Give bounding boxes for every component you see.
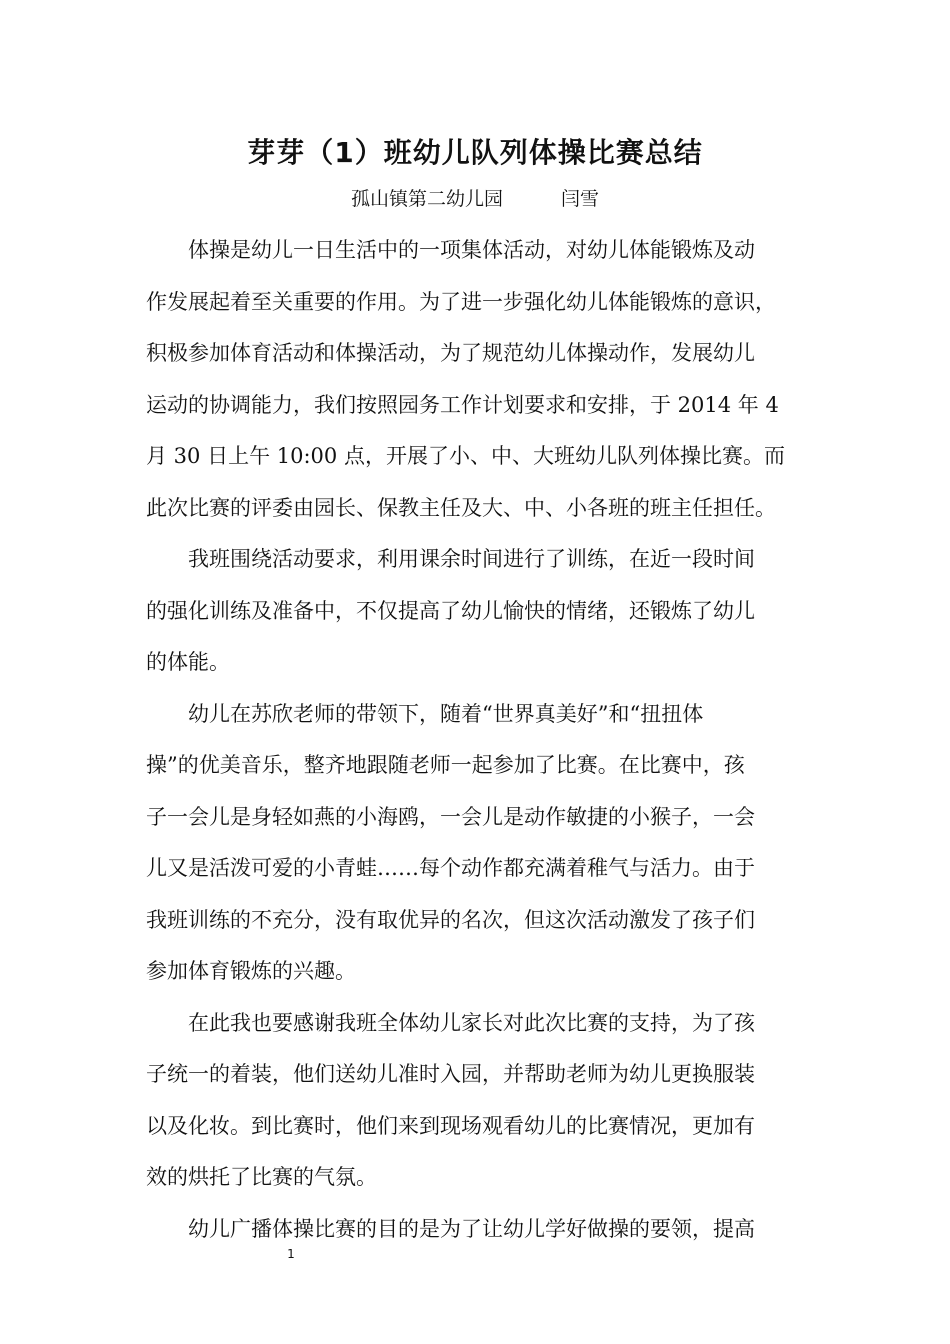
text-line: 我班围绕活动要求，利用课余时间进行了训练，在近一段时间 [188, 547, 755, 571]
author-organization: 孤山镇第二幼儿园 [350, 188, 503, 210]
text-line: 幼儿广播体操比赛的目的是为了让幼儿学好做操的要领，提高 [188, 1216, 755, 1241]
text-line: 在此我也要感谢我班全体幼儿家长对此次比赛的支持，为了孩 [188, 1010, 755, 1035]
text-line: 子统一的着装，他们送幼儿准时入园，并帮助老师为幼儿更换服装 [146, 1062, 755, 1086]
text-line: 月 30 日上午 10:00 点，开展了小、中、大班幼儿队列体操比赛。而 [146, 444, 785, 468]
page-number: 1 [287, 1247, 295, 1261]
document-body [146, 232, 826, 1262]
text-line: 运动的协调能力，我们按照园务工作计划要求和安排，于 2014 年 4 [146, 392, 779, 417]
text-line: 以及化妆。到比赛时，他们来到现场观看幼儿的比赛情况，更加有 [146, 1113, 755, 1138]
text-line: 效的烘托了比赛的气氛。 [146, 1165, 377, 1189]
text-line: 的强化训练及准备中，不仅提高了幼儿愉快的情绪，还锻炼了幼儿 [146, 598, 755, 623]
author-name: 闫雪 [561, 188, 600, 210]
text-line: 子一会儿是身轻如燕的小海鸥，一会儿是动作敏捷的小猴子，一会 [146, 804, 755, 829]
text-line: 的体能。 [146, 650, 230, 674]
text-line: 作发展起着至关重要的作用。为了进一步强化幼儿体能锻炼的意识， [146, 289, 776, 314]
text-line: 积极参加体育活动和体操活动，为了规范幼儿体操动作，发展幼儿 [146, 341, 755, 365]
text-line: 参加体育锻炼的兴趣。 [146, 959, 356, 983]
text-line: 儿又是活泼可爱的小青蛙……每个动作都充满着稚气与活力。由于 [146, 856, 755, 880]
text-line: 幼儿在苏欣老师的带领下，随着“世界真美好”和“扭扭体 [188, 701, 704, 726]
document-title: 芽芽（1）班幼儿队列体操比赛总结 [247, 136, 703, 169]
text-line: 我班训练的不充分，没有取优异的名次，但这次活动激发了孩子们 [146, 907, 755, 932]
text-line: 操”的优美音乐，整齐地跟随老师一起参加了比赛。在比赛中，孩 [146, 753, 745, 777]
text-line: 体操是幼儿一日生活中的一项集体活动，对幼儿体能锻炼及动 [188, 238, 755, 262]
text-line: 此次比赛的评委由园长、保教主任及大、中、小各班的班主任担任。 [146, 495, 776, 520]
author-byline [0, 185, 950, 213]
